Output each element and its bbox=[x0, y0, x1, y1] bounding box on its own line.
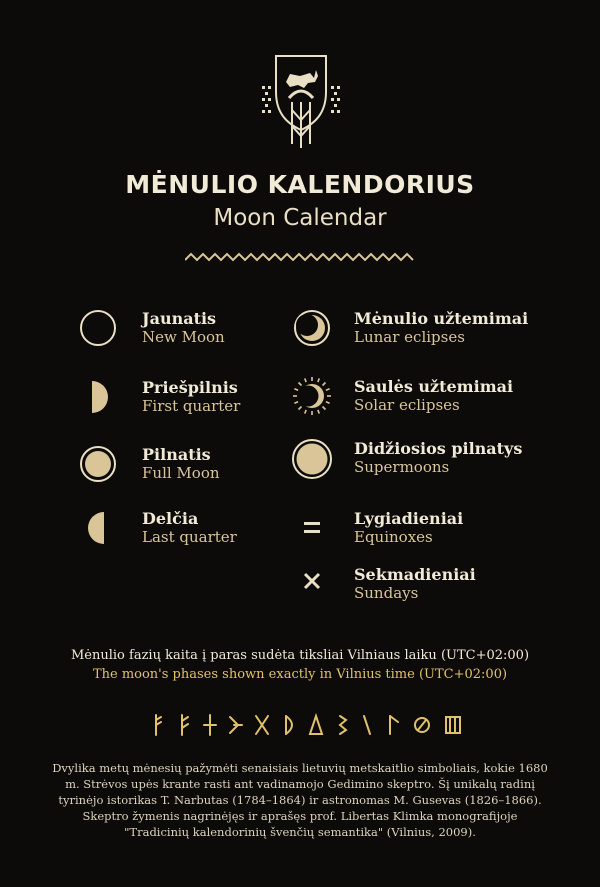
last-quarter-icon bbox=[78, 508, 118, 548]
timezone-note-lt: Mėnulio fazių kaita į paras sudėta tiksliai Vilniaus laiku (UTC+02:00) bbox=[70, 648, 530, 663]
legend-label-en: First quarter bbox=[142, 397, 241, 415]
rune-12 bbox=[446, 717, 460, 733]
legend-label-en: Sundays bbox=[354, 584, 419, 602]
equinox-icon bbox=[292, 508, 332, 548]
zigzag-divider bbox=[185, 250, 415, 264]
legend-label-lt: Delčia bbox=[142, 509, 199, 528]
legend-label-en: Supermoons bbox=[354, 458, 450, 476]
solar-eclipse-icon bbox=[292, 376, 332, 416]
legend-label-en: Full Moon bbox=[142, 464, 220, 482]
rune-1 bbox=[156, 715, 161, 735]
legend-label-lt: Pilnatis bbox=[142, 445, 211, 464]
lunar-eclipse-icon bbox=[292, 308, 332, 348]
first-quarter-icon bbox=[78, 377, 118, 417]
legend-label-en: New Moon bbox=[142, 328, 225, 346]
legend-label-lt: Sekmadieniai bbox=[354, 565, 476, 584]
legend-label-en: Equinoxes bbox=[354, 528, 433, 546]
rune-symbols-row bbox=[150, 712, 470, 738]
legend-label-lt: Lygiadieniai bbox=[354, 509, 464, 528]
timezone-note-en: The moon's phases shown exactly in Vilnius time (UTC+02:00) bbox=[92, 667, 508, 682]
legend-label-lt: Saulės užtemimai bbox=[354, 377, 514, 396]
legend-label-lt: Didžiosios pilnatys bbox=[354, 439, 523, 458]
legend-label-en: Lunar eclipses bbox=[354, 328, 465, 346]
legend-label-lt: Priešpilnis bbox=[142, 378, 238, 397]
sunday-icon bbox=[292, 564, 332, 604]
rune-5 bbox=[256, 716, 268, 734]
full-moon-icon bbox=[78, 444, 118, 484]
legend-label-lt: Jaunatis bbox=[142, 309, 217, 328]
rune-8 bbox=[340, 716, 346, 734]
rune-11 bbox=[415, 718, 429, 732]
rune-3 bbox=[204, 715, 216, 735]
supermoon-icon bbox=[291, 438, 333, 480]
new-moon-icon bbox=[78, 308, 118, 348]
page-title: MĖNULIO KALENDORIUS bbox=[125, 170, 475, 199]
legend-label-lt: Mėnulio užtemimai bbox=[354, 309, 529, 328]
rune-6 bbox=[286, 716, 292, 734]
rune-2 bbox=[182, 715, 188, 735]
rune-10 bbox=[390, 716, 398, 734]
rune-4 bbox=[230, 717, 242, 733]
rune-7 bbox=[310, 716, 322, 734]
rune-9 bbox=[364, 716, 370, 734]
legend-label-en: Last quarter bbox=[142, 528, 237, 546]
emblem-logo bbox=[260, 52, 342, 154]
description-text: Dvylika metų mėnesių pažymėti senaisiais lietuvių metskaitlio simboliais, kokie 1680 m. Strėvos upės krante rasti ant vadinamojo Gedimino skeptro. Šį unikalų radinį tyrinėjo istorikas T. Narbutas (1784–1864) ir astronomas M. Gusevas (1826–1866). Skeptro žymenis nagrinėjęs ir aprašęs prof. Libertas Klimka monografijoje "Tradicinių kalendorinių švenčių semantika" (Vilnius, 2009). bbox=[52, 761, 548, 839]
page-subtitle: Moon Calendar bbox=[213, 205, 387, 231]
legend-label-en: Solar eclipses bbox=[354, 396, 460, 414]
